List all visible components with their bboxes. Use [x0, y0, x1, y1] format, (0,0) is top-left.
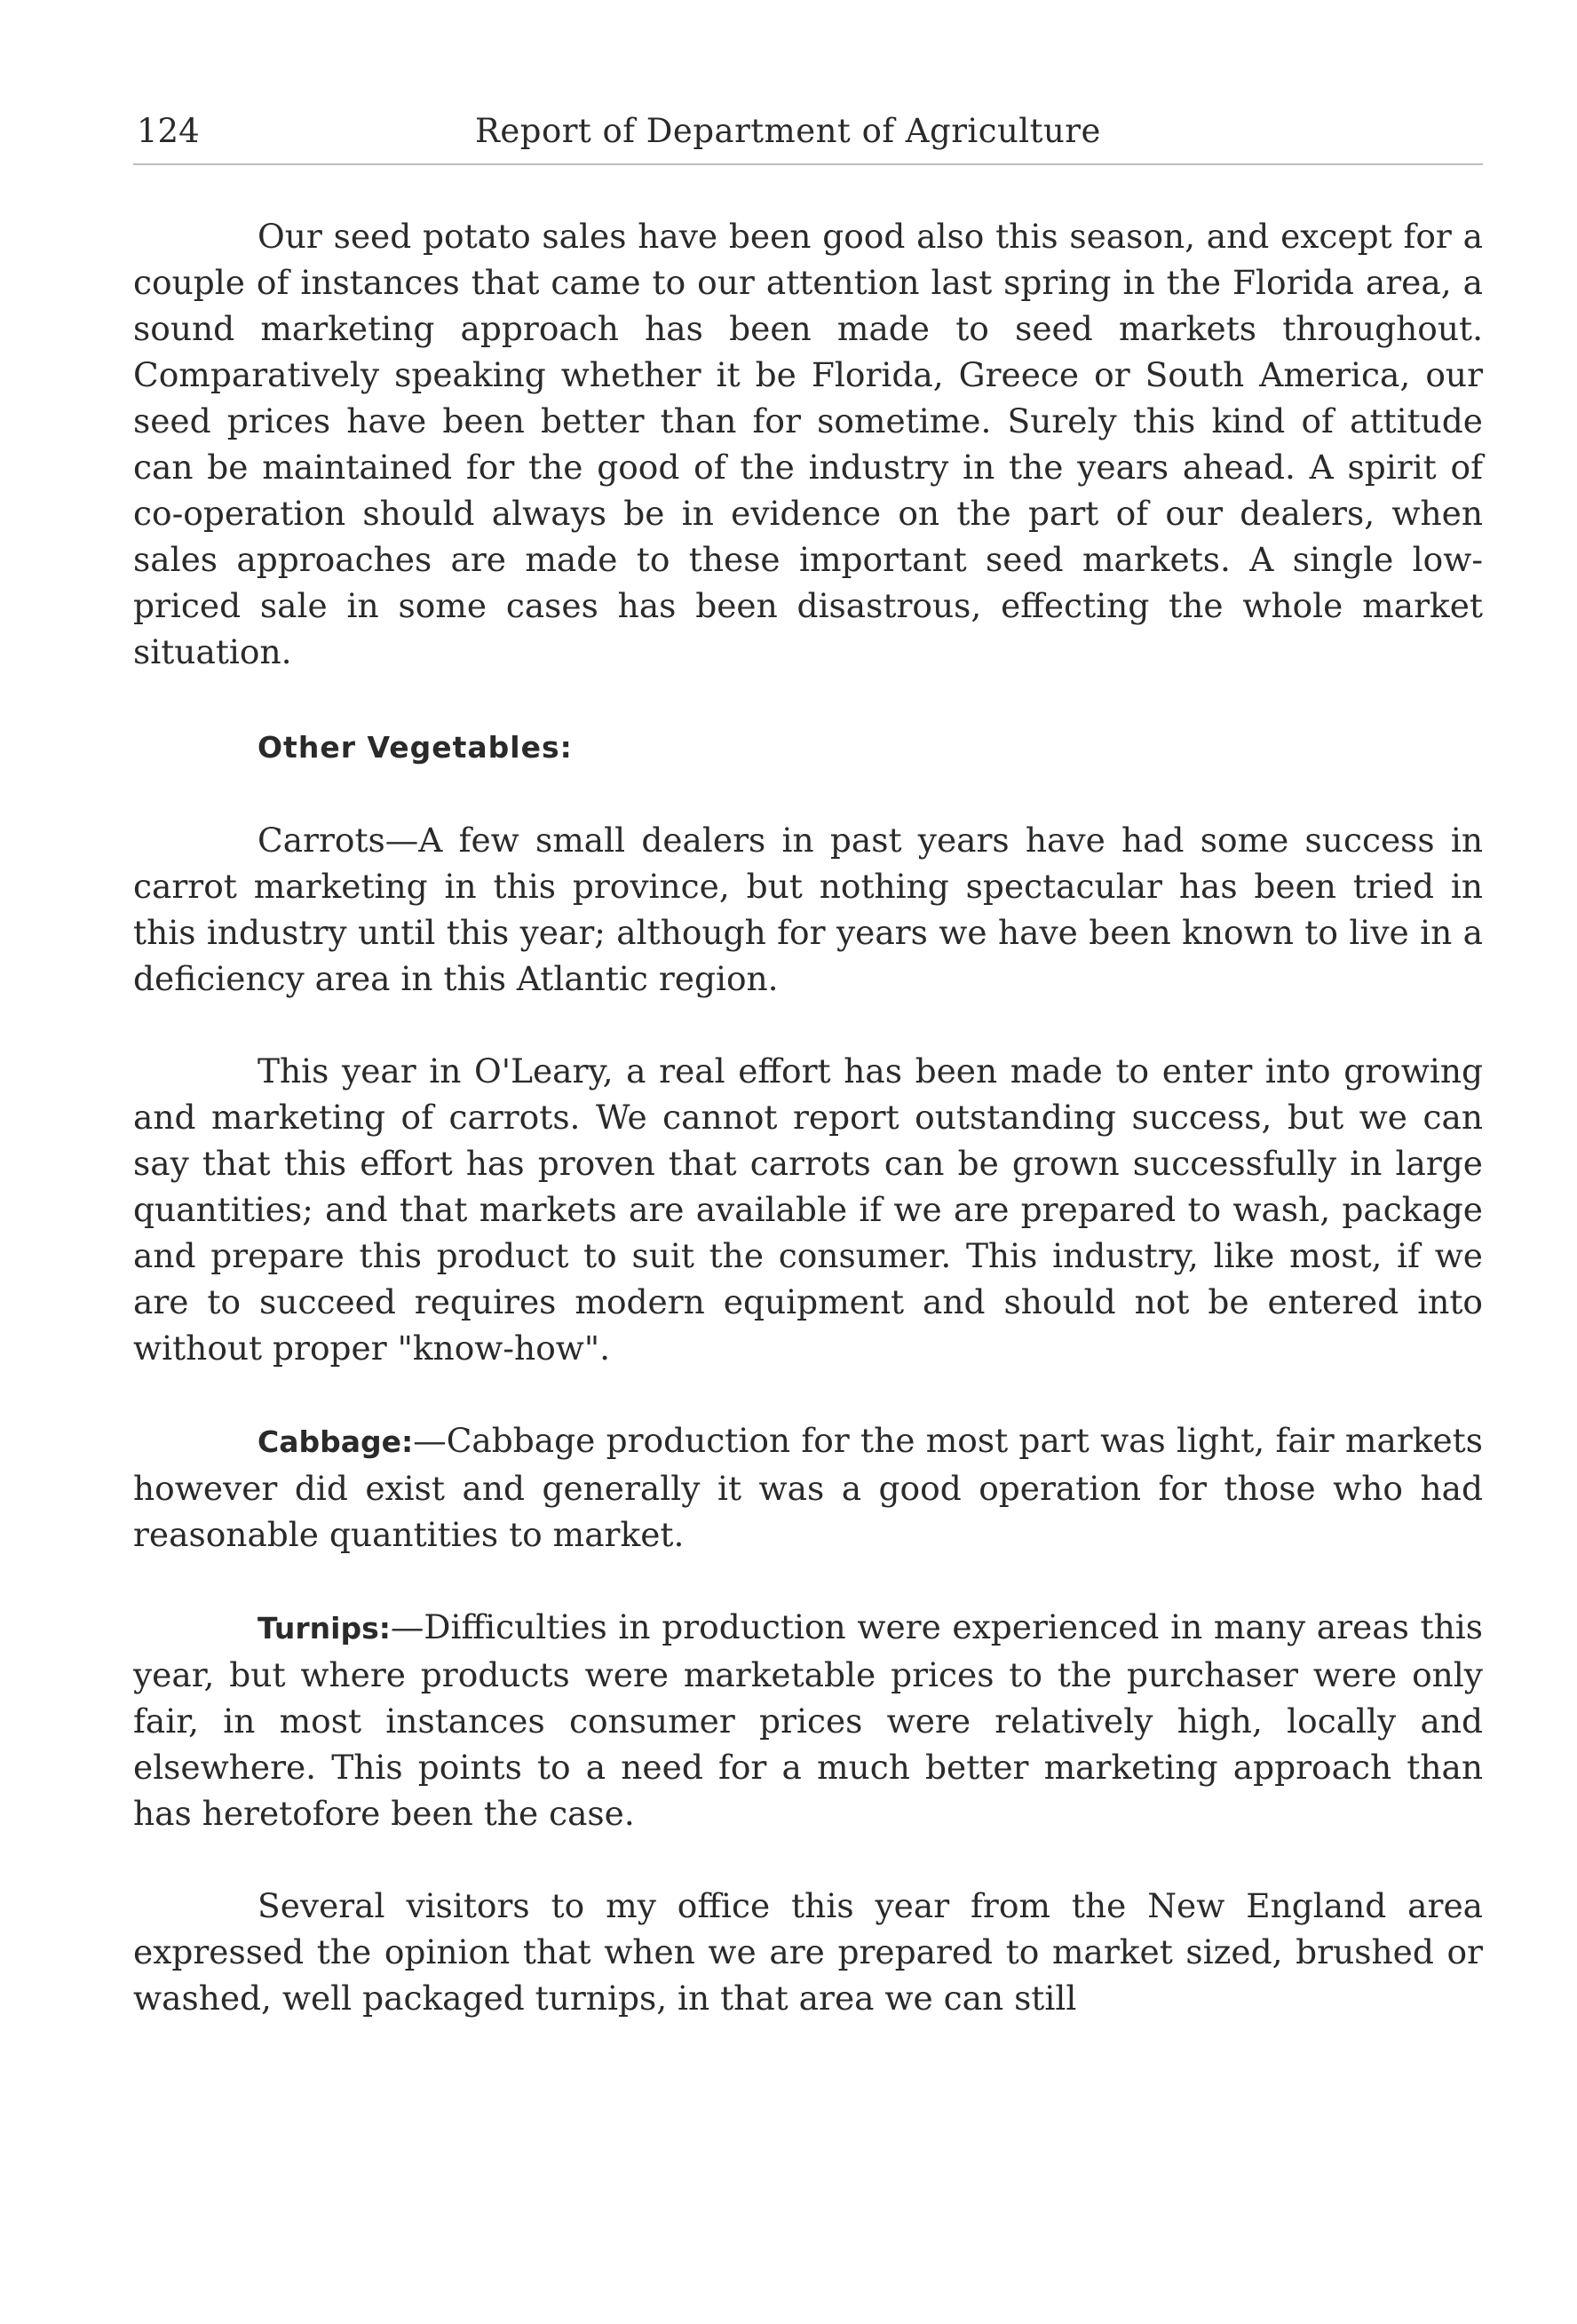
document-body	[133, 213, 1483, 2021]
paragraph-turnips	[133, 1604, 1483, 1836]
paragraph-seed-potato: Our seed potato sales have been good also this season, and except for a couple of instances that came to our attention last spring in the Florida area, a sound marketing approach has been made to seed markets throughout. Comparatively speaking whether it be Florida, Greece or South America, our seed prices have been better than for sometime. Surely this kind of attitude can be maintained for the good of the industry in the years ahead. A spirit of co-operation should always be in evidence on the part of our dealers, when sales approaches are made to these important seed markets. A single low-priced sale in some cases has been disastrous, effecting the whole market situation.	[133, 217, 1483, 671]
running-head	[133, 105, 1483, 158]
cabbage-label: Cabbage:	[258, 1424, 414, 1459]
turnips-label: Turnips:	[258, 1611, 391, 1646]
section-heading-other-vegetables: Other Vegetables:	[258, 730, 573, 765]
running-title: Report of Department of Agriculture	[475, 112, 1101, 150]
paragraph-cabbage	[133, 1417, 1483, 1558]
cabbage-text: —Cabbage production for the most part was light, fair markets however did exist and generally it was a good operation for those who had reasonable quantities to market.	[133, 1421, 1483, 1554]
page-number: 124	[137, 112, 200, 150]
turnips-text: —Difficulties in production were experienced in many areas this year, but where products were marketable prices to the purchaser were only fair, in most instances consumer prices were relatively high, locally and elsewhere. This points to a need for a much better marketing approach than has heretofore been the case.	[133, 1607, 1483, 1833]
paragraph-oleary: This year in O'Leary, a real effort has been made to enter into growing and marketing of carrots. We cannot report outstanding success, but we can say that this effort has proven that carrots can be grown successfully in large quantities; and that markets are available if we are prepared to wash, package and prepare this product to suit the consumer. This industry, like most, if we are to succeed requires modern equipment and should not be entered into without proper "know-how".	[133, 1051, 1483, 1368]
paragraph-visitors: Several visitors to my office this year from the New England area expressed the opinion that when we are prepared to market sized, brushed or washed, well packaged turnips, in that area we can still	[133, 1886, 1483, 2018]
paragraph-carrots: Carrots—A few small dealers in past years have had some success in carrot marketing in this province, but nothing spectacular has been tried in this industry until this year; although for years we have been known to live in a deficiency area in this Atlantic region.	[133, 821, 1483, 998]
header-rule	[133, 163, 1483, 165]
